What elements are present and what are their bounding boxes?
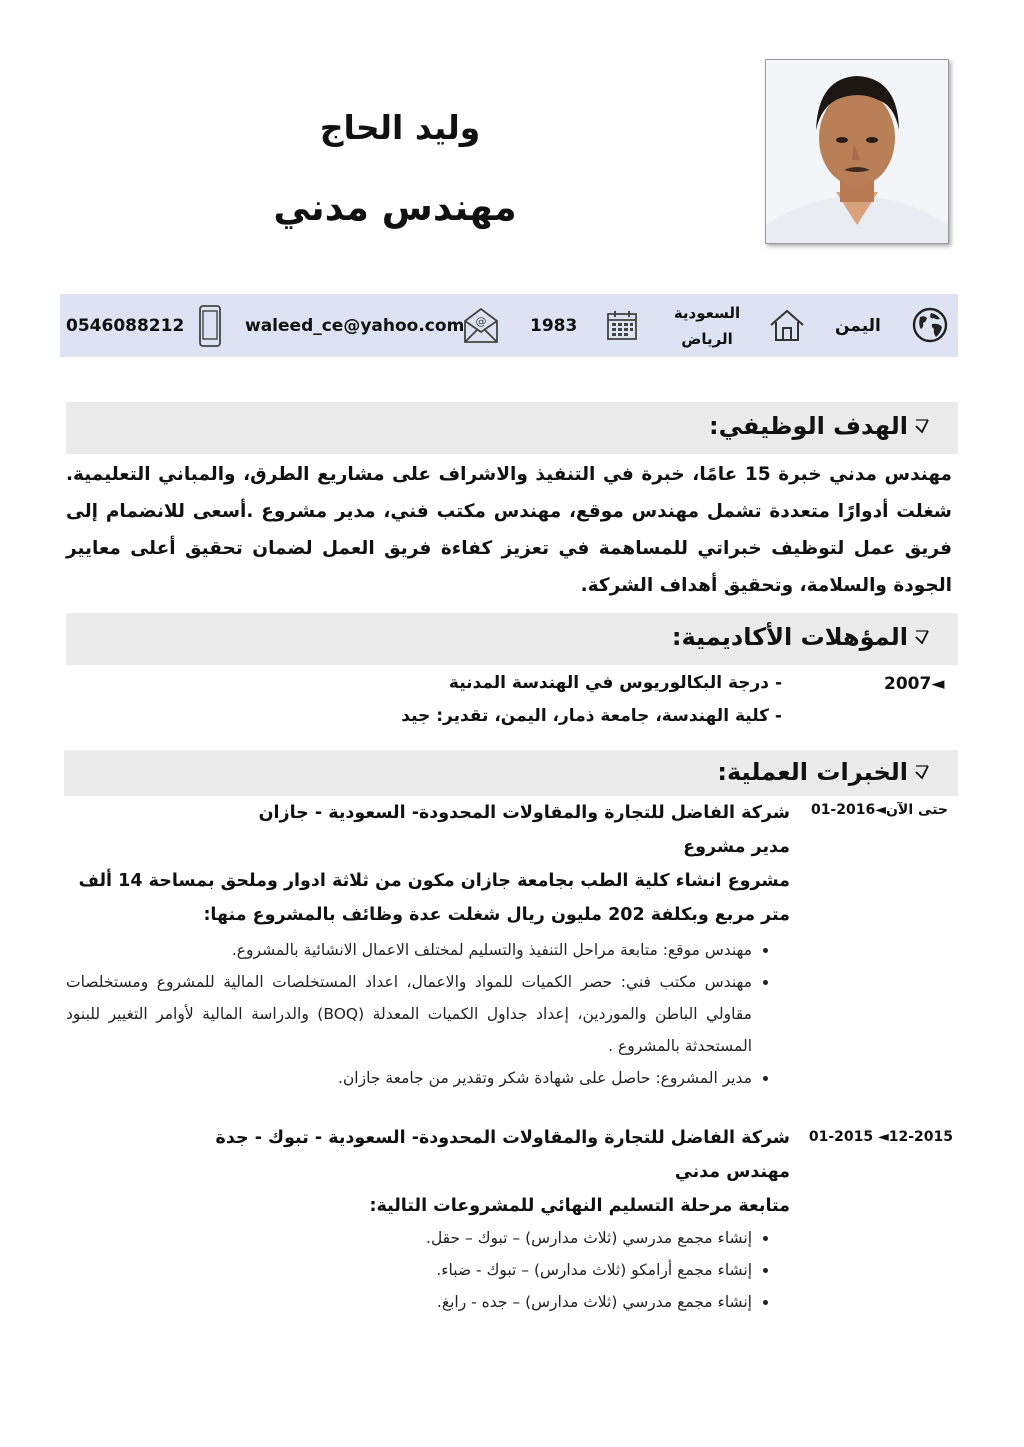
contact-email[interactable]: waleed_ce@yahoo.com	[245, 316, 465, 336]
home-icon	[768, 307, 806, 347]
experience-entry	[60, 1121, 790, 1223]
list-item: • إنشاء مجمع مدرسي (ثلاث مدارس) – تبوك – حقل.	[66, 1222, 752, 1254]
contact-birth-year: 1983	[530, 316, 578, 336]
contact-location	[664, 300, 750, 352]
experience-entry	[60, 796, 790, 932]
list-item: • مهندس موقع: متابعة مراحل التنفيذ والتسليم لمختلف الاعمال الانشائية بالمشروع.	[66, 934, 752, 966]
contact-bar	[60, 294, 958, 357]
education-year-text: 2007	[884, 674, 932, 694]
section-title: المؤهلات الأكاديمية:	[671, 623, 908, 651]
education-header	[66, 613, 958, 665]
experience-bullets	[66, 1222, 778, 1318]
experience-company: شركة الفاضل للتجارة والمقاولات المحدودة- السعودية - جازان	[258, 803, 790, 823]
education-degree: - درجة البكالوريوس في الهندسة المدنية	[448, 673, 782, 693]
svg-text:@: @	[475, 315, 487, 328]
experience-company: شركة الفاضل للتجارة والمقاولات المحدودة- السعودية - تبوك - جدة	[215, 1128, 790, 1148]
contact-phone[interactable]: 0546088212	[66, 316, 185, 336]
experience-role: مدير مشروع	[683, 837, 790, 857]
experience-project: متابعة مرحلة التسليم النهائي للمشروعات التالية:	[369, 1196, 790, 1216]
job-title: مهندس مدني	[273, 186, 517, 229]
email-icon	[462, 305, 500, 349]
experience-date: 01-2016◄حتى الآن	[810, 802, 948, 818]
list-item: • مدير المشروع: حاصل على شهادة شكر وتقدير من جامعة جازان.	[66, 1062, 752, 1094]
list-item: • إنشاء مجمع مدرسي (ثلاث مدارس) – جده - رابغ.	[66, 1286, 752, 1318]
education-school: - كلية الهندسة، جامعة ذمار، اليمن، تقدير: جيد	[401, 706, 782, 726]
phone-icon	[198, 305, 222, 351]
contact-city: الرياض	[681, 330, 733, 348]
contact-country: اليمن	[835, 316, 881, 336]
check-arrow-icon	[914, 764, 930, 784]
list-item: • إنشاء مجمع أرامكو (ثلاث مدارس) – تبوك - ضباء.	[66, 1254, 752, 1286]
section-title: الخبرات العملية:	[717, 758, 908, 786]
contact-city-country: السعودية	[673, 304, 741, 322]
arrow-left-icon: ◄	[931, 674, 945, 694]
check-arrow-icon	[914, 629, 930, 649]
experience-role: مهندس مدني	[674, 1162, 790, 1182]
experience-header	[64, 750, 958, 796]
profile-photo	[765, 59, 949, 244]
person-name: وليد الحاج	[319, 108, 481, 147]
person-portrait-icon	[766, 60, 948, 243]
education-year	[884, 674, 944, 694]
list-item: • مهندس مكتب فني: حصر الكميات للمواد والاعمال، اعداد المستخلصات المالية للمشروع ومستخلصات مقاولي الباطن والموردين، إعداد جداول الكميات المعدلة (BOQ) والدراسة المالية لأوامر التغيير للبنود المستحدثة بالمشروع .	[66, 966, 752, 1062]
experience-bullets	[66, 934, 778, 1094]
globe-icon	[912, 307, 948, 347]
objective-text: مهندس مدني خبرة 15 عامًا، خبرة في التنفيذ والاشراف على مشاريع الطرق، والمباني التعليمية. شغلت أدوارًا متعددة تشمل مهندس موقع، مهندس مكتب فني، مدير مشروع .أسعى للانضمام إلى فريق عمل لتوظيف خبراتي للمساهمة في تعزيز كفاءة فريق العمل لضمان تحقيق أعلى معايير الجودة والسلامة، وتحقيق أهداف الشركة.	[66, 464, 952, 596]
objective-header	[66, 402, 958, 454]
calendar-icon	[606, 309, 638, 345]
check-arrow-icon	[914, 418, 930, 438]
experience-project: مشروع انشاء كلية الطب بجامعة جازان مكون من ثلاثة ادوار وملحق بمساحة 14 ألف متر مربع وبكلفة 202 مليون ريال شغلت عدة وظائف بالمشروع منها:	[78, 871, 790, 925]
section-title: الهدف الوظيفي:	[708, 412, 908, 440]
experience-date: 01-2015 ◄12-2015	[808, 1129, 953, 1145]
